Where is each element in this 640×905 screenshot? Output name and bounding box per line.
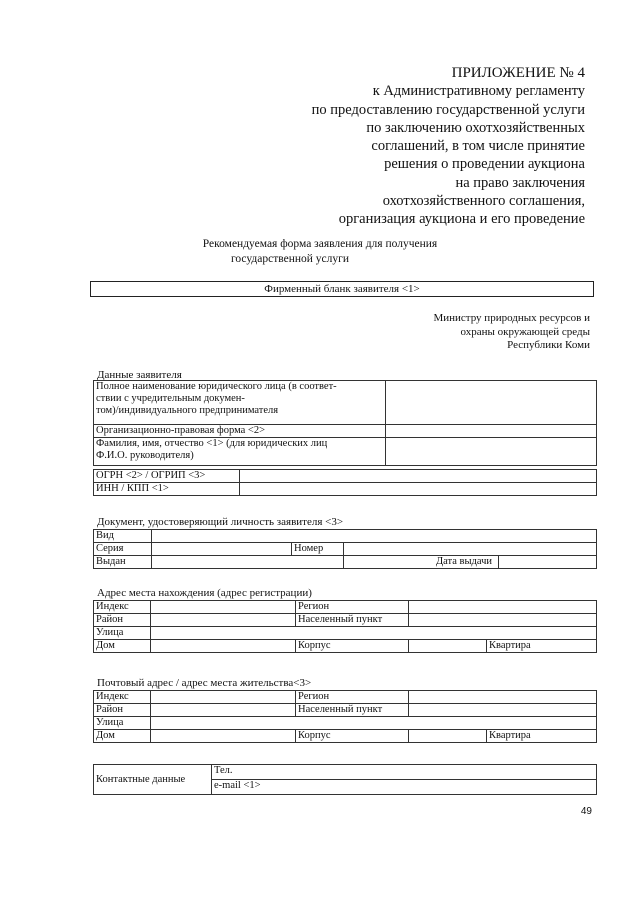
postal-address-title: Почтовый адрес / адрес места жительства<3> [97,677,312,689]
org-form-label: Организационно-правовая форма <2> [94,425,386,438]
label-line: Ф.И.О. руководителя) [96,450,194,461]
post-house-field[interactable] [151,730,296,743]
applicant-table [93,380,597,466]
doc-date-label: Дата выдачи [344,556,499,569]
loc-building-label: Корпус [296,640,409,653]
contacts-label: Контактные данные [94,765,212,795]
post-index-field[interactable] [151,691,296,704]
post-street-label: Улица [94,717,151,730]
loc-apartment-label: Квартира [487,640,597,653]
location-address-table [93,600,597,653]
label-line: ствии с учредительным докумен- [96,393,245,404]
post-region-label: Регион [296,691,409,704]
doc-series-label: Серия [94,543,152,556]
doc-issued-label: Выдан [94,556,152,569]
loc-building-field[interactable] [409,640,487,653]
header-line: к Административному регламенту [372,83,585,100]
post-locality-label: Населенный пункт [296,704,409,717]
post-building-label: Корпус [296,730,409,743]
document-section-title: Документ, удостоверяющий личность заявителя <3> [97,516,344,528]
doc-type-field[interactable] [152,530,597,543]
loc-district-field[interactable] [151,614,296,627]
inn-field[interactable] [240,483,597,496]
post-region-field[interactable] [409,691,597,704]
email-label: e-mail <1> [214,780,261,791]
addressee [433,312,590,353]
post-apartment-label: Квартира [487,730,597,743]
label-line: Фамилия, имя, отчество <1> (для юридических лиц [96,438,328,449]
loc-street-field[interactable] [151,627,597,640]
contacts-table [93,764,597,795]
phone-field[interactable] [212,765,597,780]
firm-blank-box: Фирменный бланк заявителя <1> [90,281,594,297]
form-subtitle [0,237,640,266]
loc-house-field[interactable] [151,640,296,653]
fio-field[interactable] [386,438,597,466]
ogrn-label: ОГРН <2> / ОГРИП <3> [94,470,240,483]
email-field[interactable] [212,780,597,795]
full-name-field[interactable] [386,381,597,425]
doc-number-field[interactable] [344,543,597,556]
page-number: 49 [580,806,592,817]
label-line: том)/индивидуального предпринимателя [96,405,279,416]
loc-locality-label: Населенный пункт [296,614,409,627]
header-line: охотхозяйственного соглашения, [382,193,585,210]
header-line: по заключению охотхозяйственных [366,119,585,136]
appendix-header [312,64,585,229]
addressee-line: охраны окружающей среды [460,325,590,338]
subtitle-line: Рекомендуемая форма заявления для получения [202,238,438,250]
full-name-label [94,381,386,425]
loc-district-label: Район [94,614,151,627]
ogrn-inn-table [93,469,597,496]
doc-date-field[interactable] [499,556,597,569]
doc-issued-field[interactable] [152,556,344,569]
org-form-field[interactable] [386,425,597,438]
phone-label: Тел. [214,765,233,776]
loc-index-label: Индекс [94,601,151,614]
post-building-field[interactable] [409,730,487,743]
addressee-line: Министру природных ресурсов и [433,312,590,324]
doc-series-field[interactable] [152,543,292,556]
post-district-field[interactable] [151,704,296,717]
loc-region-label: Регион [296,601,409,614]
post-index-label: Индекс [94,691,151,704]
loc-street-label: Улица [94,627,151,640]
applicant-section-title: Данные заявителя [97,369,182,381]
postal-address-table [93,690,597,743]
ogrn-field[interactable] [240,470,597,483]
doc-number-label: Номер [292,543,344,556]
loc-house-label: Дом [94,640,151,653]
header-line: соглашений, в том числе принятие [371,138,585,155]
post-house-label: Дом [94,730,151,743]
post-locality-field[interactable] [409,704,597,717]
loc-locality-field[interactable] [409,614,597,627]
post-district-label: Район [94,704,151,717]
subtitle-line: государственной услуги [230,252,350,265]
doc-type-label: Вид [94,530,152,543]
header-line: по предоставлению государственной услуги [311,101,585,118]
header-line: на право заключения [455,174,585,191]
location-address-title: Адрес места нахождения (адрес регистрации) [97,587,312,599]
header-line: организация аукциона и его проведение [338,211,585,228]
addressee-line: Республики Коми [507,339,590,351]
fio-label [94,438,386,466]
post-street-field[interactable] [151,717,597,730]
loc-region-field[interactable] [409,601,597,614]
document-table [93,529,597,569]
header-line: решения о проведении аукциона [384,156,585,173]
appendix-title: ПРИЛОЖЕНИЕ № 4 [451,65,585,81]
inn-label: ИНН / КПП <1> [94,483,240,496]
label-line: Полное наименование юридического лица (в соответ- [96,381,337,392]
loc-index-field[interactable] [151,601,296,614]
